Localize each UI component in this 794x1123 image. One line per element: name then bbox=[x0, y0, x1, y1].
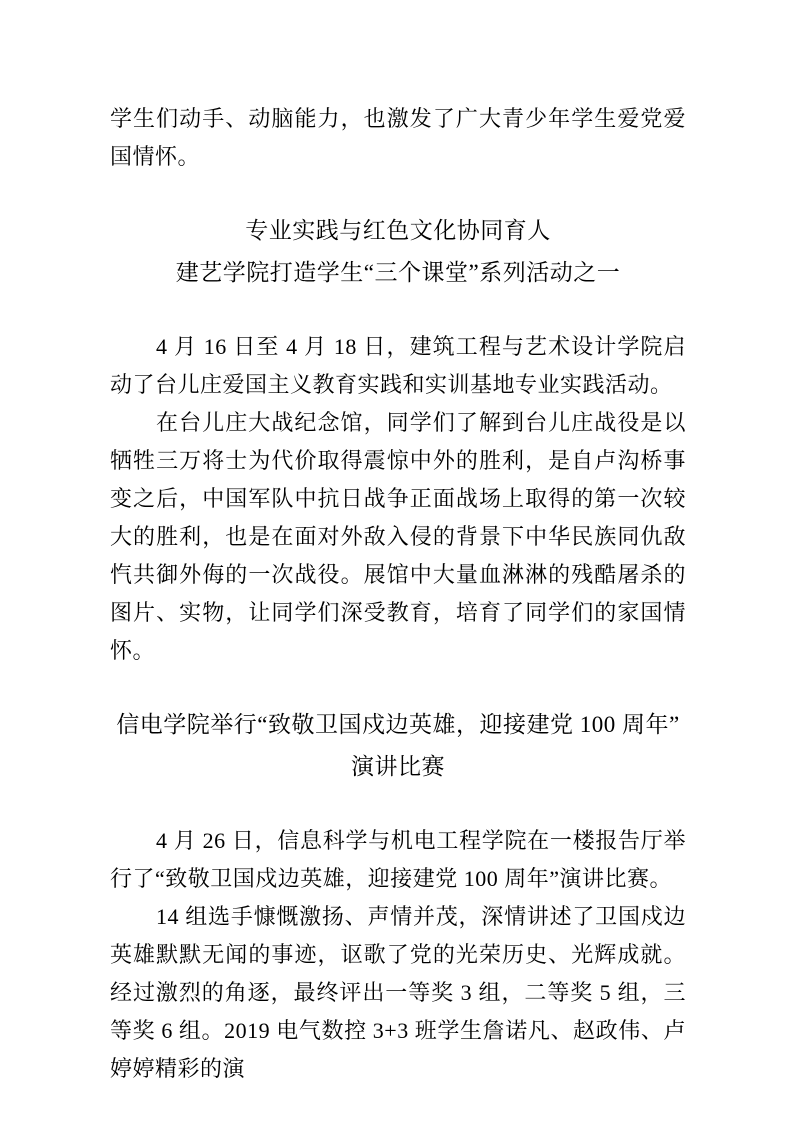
section2-title-line2: 演讲比赛 bbox=[351, 754, 445, 779]
section1-title-line1: 专业实践与红色文化协同育人 bbox=[245, 218, 551, 243]
section1-paragraph-2: 在台儿庄大战纪念馆，同学们了解到台儿庄战役是以牺牲三万将士为代价取得震惊中外的胜利，是自卢沟桥事变之后，中国军队中抗日战争正面战场上取得的第一次较大的胜利，也是在面对外敌入侵的背景下中华民族同仇敌忾共御外侮的一次战役。展馆中大量血淋淋的残酷屠杀的图片、实物，让同学们深受教育，培育了同学们的家国情怀。 bbox=[110, 410, 686, 663]
section2-paragraph-1: 4 月 26 日，信息科学与机电工程学院在一楼报告厅举行了“致敬卫国戍边英雄，迎接建党 100 周年”演讲比赛。 bbox=[110, 828, 686, 891]
section2-title-line1: 信电学院举行“致敬卫国戍边英雄，迎接建党 100 周年” bbox=[116, 712, 680, 737]
section2-paragraph-2: 14 组选手慷慨激扬、声情并茂，深情讲述了卫国戍边英雄默默无闻的事迹，讴歌了党的光荣历史、光辉成就。经过激烈的角逐，最终评出一等奖 3 组，二等奖 5 组，三等奖 6 组。2019 电气数控 3+3 班学生詹诺凡、赵政伟、卢婷婷精彩的演 bbox=[110, 904, 686, 1081]
section2-title bbox=[110, 704, 686, 788]
document-content bbox=[110, 100, 686, 1088]
continuation-paragraph: 学生们动手、动脑能力，也激发了广大青少年学生爱党爱国情怀。 bbox=[110, 106, 686, 169]
section1-title bbox=[110, 210, 686, 294]
section1-title-line2: 建艺学院打造学生“三个课堂”系列活动之一 bbox=[175, 260, 621, 285]
section1-paragraph-1: 4 月 16 日至 4 月 18 日，建筑工程与艺术设计学院启动了台儿庄爱国主义教育实践和实训基地专业实践活动。 bbox=[110, 334, 686, 397]
